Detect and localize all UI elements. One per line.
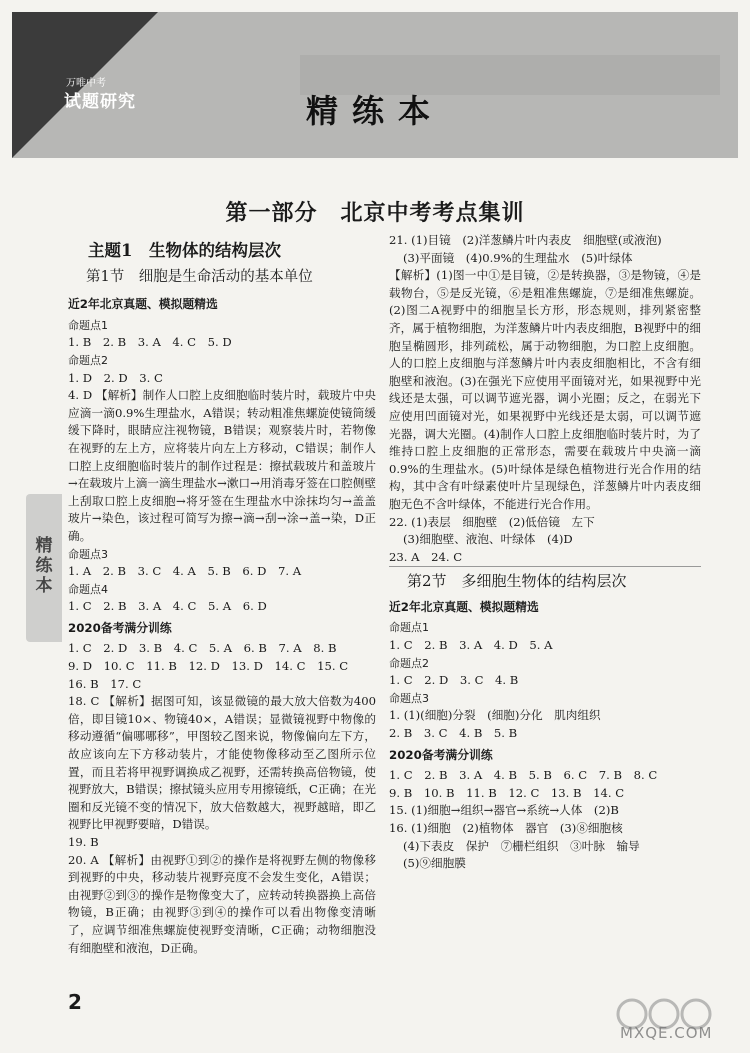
book-title: 精练本 [305, 92, 444, 130]
answer-line: 1. A 2. B 3. C 4. A 5. B 6. D 7. A [68, 564, 302, 579]
answer-explanation: 【解析】(1)图一中①是目镜，②是转换器，③是物镜，④是载物台，⑤是反光镜，⑥是粗准焦螺旋，⑦是细准焦螺旋。(2)图二A视野中的细胞呈长方形，形态规则，排列紧密整齐，属于植物细胞，为洋葱鳞片叶内表皮细胞，B视野中的细胞呈椭圆形，排列疏松，属于动物细胞，为口腔上皮细胞。人的口腔上皮细胞与洋葱鳞片叶内表皮细胞相比，不含有细胞壁和液泡。(3)在强光下应使用平面镜对光，如果视野中光线还是太强，可以调节遮光器，调小光圈；反之，在弱光下应使用凹面镜对光，如果视野中光线还是太弱，可以调节遮光器，调大光圈。(4)制作人口腔上皮细胞临时装片时，为了维持口腔上皮细胞的正常形态，需要在载玻片中央滴一滴0.9%的生理盐水。(5)叶绿体是绿色植物进行光合作用的结构，其中含有叶绿素使叶片呈现绿色，洋葱鳞片叶内表皮细胞无色不含叶绿体，不能进行光合作用。 [389, 268, 701, 511]
answer-line: 21. (1)目镜 (2)洋葱鳞片叶内表皮 细胞壁(或液泡) [389, 233, 662, 247]
answer-line: 1. (1)(细胞)分裂 (细胞)分化 肌肉组织 [389, 708, 601, 723]
subsection-heading: 近2年北京真题、模拟题精选 [389, 599, 539, 614]
answer-line: 16. B 17. C [68, 676, 142, 691]
point-label: 命题点3 [389, 691, 429, 705]
answer-line: 1. B 2. B 3. A 4. C 5. D [68, 335, 232, 350]
point-label: 命题点3 [68, 547, 108, 561]
subsection-heading: 2020备考满分训练 [389, 747, 493, 762]
answer-line: 1. C 2. D 3. B 4. C 5. A 6. B 7. A 8. B [68, 641, 337, 656]
point-label: 命题点1 [68, 318, 108, 332]
answer-line: 9. B 10. B 11. B 12. C 13. B 14. C [389, 785, 625, 800]
answer-line: 1. C 2. B 3. A 4. B 5. B 6. C 7. B 8. C [389, 768, 658, 783]
section-divider [389, 566, 701, 567]
point-label: 命题点2 [389, 656, 429, 670]
point-label: 命题点4 [68, 582, 108, 596]
answer-line: 1. C 2. B 3. A 4. D 5. A [389, 638, 553, 653]
answer-line: 23. A 24. C [389, 549, 463, 564]
answer-line: 1. C 2. D 3. C 4. B [389, 673, 519, 688]
side-tab [26, 494, 62, 642]
brand-logo-small-text: 万唯中考 [66, 78, 106, 89]
answer-line: 2. B 3. C 4. B 5. B [389, 726, 518, 741]
answer-line: (3)平面镜 (4)0.9%的生理盐水 (5)叶绿体 [403, 250, 633, 265]
answer-explanation: 20. A 【解析】由视野①到②的操作是将视野左侧的物像移到视野的中央，移动装片视野亮度不会发生变化，A错误；由视野②到③的操作是物像变大了，应转动转换器换上高倍物镜，B正确；由视野③到④的操作可以看出物像变清晰了，应调节细准焦螺旋使视野变清晰，C正确；动物细胞没有细胞壁和液泡，D正确。 [68, 852, 376, 955]
subsection-heading: 2020备考满分训练 [68, 620, 172, 635]
right-column [389, 232, 701, 873]
page-number: 2 [68, 990, 82, 1014]
answer-line: 1. D 2. D 3. C [68, 370, 163, 385]
left-column [68, 238, 376, 957]
point-label: 命题点1 [389, 621, 429, 635]
answer-line: 16. (1)细胞 (2)植物体 器官 (3)⑧细胞核 [389, 821, 623, 835]
part-title: 第一部分 北京中考考点集训 [225, 200, 525, 226]
section-heading: 第2节 多细胞生物体的结构层次 [407, 572, 627, 591]
answer-explanation: 18. C 【解析】据图可知，该显微镜的最大放大倍数为400倍，即目镜10×、物镜40×，A错误；显微镜视野中物像的移动遵循“偏哪哪移”，甲图较乙图来说，物像偏向左下方，故应该向左下方移动装片，才能使物像移动至乙图所示位置，而且若将甲视野调换成乙视野，还需转换高倍物镜，使视野放大，B错误；擦拭镜头应用专用擦镜纸，C正确；在光圈和反光镜不变的情况下，放大倍数越大，视野越暗，即乙视野比甲视野要暗，D错误。 [68, 694, 376, 832]
answer-explanation: 4. D 【解析】制作人口腔上皮细胞临时装片时，载玻片中央应滴一滴0.9%生理盐水，A错误；转动粗准焦螺旋使镜筒缓缓下降时，眼睛应注视物镜，B错误；观察装片时，若物像在视野的左上方，应将装片向左上方移动，C错误；制作人口腔上皮细胞临时装片的制作过程是：擦拭载玻片和盖玻片→在载玻片上滴一滴生理盐水→漱口→用消毒牙签在口腔侧壁上刮取口腔上皮细胞→将牙签在生理盐水中涂抹均匀→盖盖玻片→染色，该过程可简写为擦→滴→刮→涂→盖→染，D正确。 [68, 388, 376, 543]
subsection-heading: 近2年北京真题、模拟题精选 [68, 297, 218, 312]
answer-line: 9. D 10. C 11. B 12. D 13. D 14. C 15. C [68, 659, 349, 674]
watermark-text: MXQE.COM [620, 1024, 713, 1042]
topic-heading: 主题1 生物体的结构层次 [88, 241, 281, 260]
answer-line: (4)下表皮 保护 ⑦栅栏组织 ③叶脉 输导 [403, 838, 640, 853]
answer-line: 22. (1)表层 细胞壁 (2)低倍镜 左下 [389, 514, 595, 529]
answer-line: 19. B [68, 835, 99, 849]
side-tab-label: 精练本 [35, 536, 53, 596]
answer-line: 1. C 2. B 3. A 4. C 5. A 6. D [68, 599, 267, 614]
answer-line: (5)⑨细胞膜 [403, 856, 466, 871]
point-label: 命题点2 [68, 353, 108, 367]
answer-line: (3)细胞壁、液泡、叶绿体 (4)D [403, 532, 573, 547]
section-heading: 第1节 细胞是生命活动的基本单位 [86, 268, 313, 285]
answer-line: 15. (1)细胞→组织→器官→系统→人体 (2)B [389, 803, 619, 818]
brand-logo-text: 试题研究 [64, 92, 136, 112]
